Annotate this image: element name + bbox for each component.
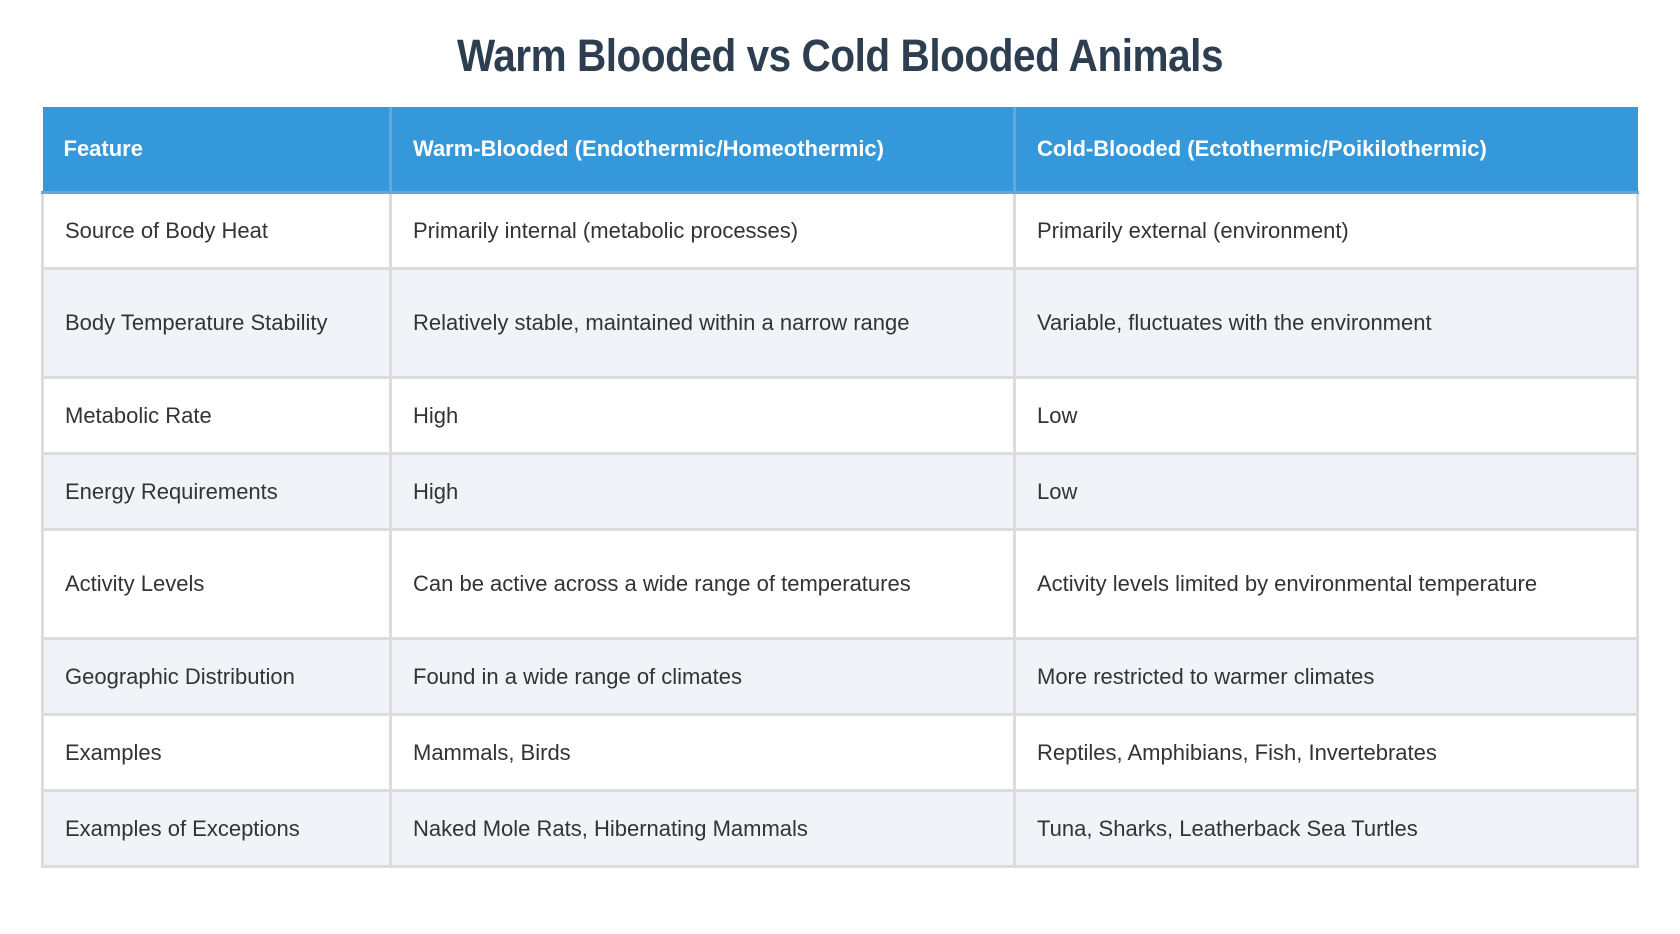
feature-cell: Examples of Exceptions — [43, 791, 391, 867]
table-row — [43, 378, 1638, 454]
warm-cell: High — [391, 378, 1015, 454]
feature-cell: Metabolic Rate — [43, 378, 391, 454]
table-row — [43, 193, 1638, 269]
feature-cell: Activity Levels — [43, 530, 391, 639]
cold-cell: Activity levels limited by environmental temperature — [1015, 530, 1638, 639]
table-row — [43, 454, 1638, 530]
table-row — [43, 715, 1638, 791]
cold-cell: More restricted to warmer climates — [1015, 639, 1638, 715]
cold-cell: Reptiles, Amphibians, Fish, Invertebrates — [1015, 715, 1638, 791]
table-row — [43, 530, 1638, 639]
cold-cell: Variable, fluctuates with the environment — [1015, 269, 1638, 378]
cold-cell: Primarily external (environment) — [1015, 193, 1638, 269]
cold-cell: Low — [1015, 378, 1638, 454]
cold-cell: Low — [1015, 454, 1638, 530]
warm-cell: High — [391, 454, 1015, 530]
warm-cell: Mammals, Birds — [391, 715, 1015, 791]
feature-cell: Examples — [43, 715, 391, 791]
comparison-table — [41, 107, 1639, 868]
warm-cell: Can be active across a wide range of temperatures — [391, 530, 1015, 639]
header-cold-blooded: Cold-Blooded (Ectothermic/Poikilothermic) — [1015, 107, 1638, 193]
feature-cell: Energy Requirements — [43, 454, 391, 530]
header-row — [43, 107, 1638, 193]
feature-cell: Body Temperature Stability — [43, 269, 391, 378]
cold-cell: Tuna, Sharks, Leatherback Sea Turtles — [1015, 791, 1638, 867]
page-title: Warm Blooded vs Cold Blooded Animals — [456, 30, 1224, 81]
warm-cell: Naked Mole Rats, Hibernating Mammals — [391, 791, 1015, 867]
warm-cell: Primarily internal (metabolic processes) — [391, 193, 1015, 269]
table-row — [43, 269, 1638, 378]
feature-cell: Source of Body Heat — [43, 193, 391, 269]
feature-cell: Geographic Distribution — [43, 639, 391, 715]
table-row — [43, 791, 1638, 867]
header-feature: Feature — [43, 107, 391, 193]
header-warm-blooded: Warm-Blooded (Endothermic/Homeothermic) — [391, 107, 1015, 193]
warm-cell: Relatively stable, maintained within a narrow range — [391, 269, 1015, 378]
warm-cell: Found in a wide range of climates — [391, 639, 1015, 715]
table-row — [43, 639, 1638, 715]
